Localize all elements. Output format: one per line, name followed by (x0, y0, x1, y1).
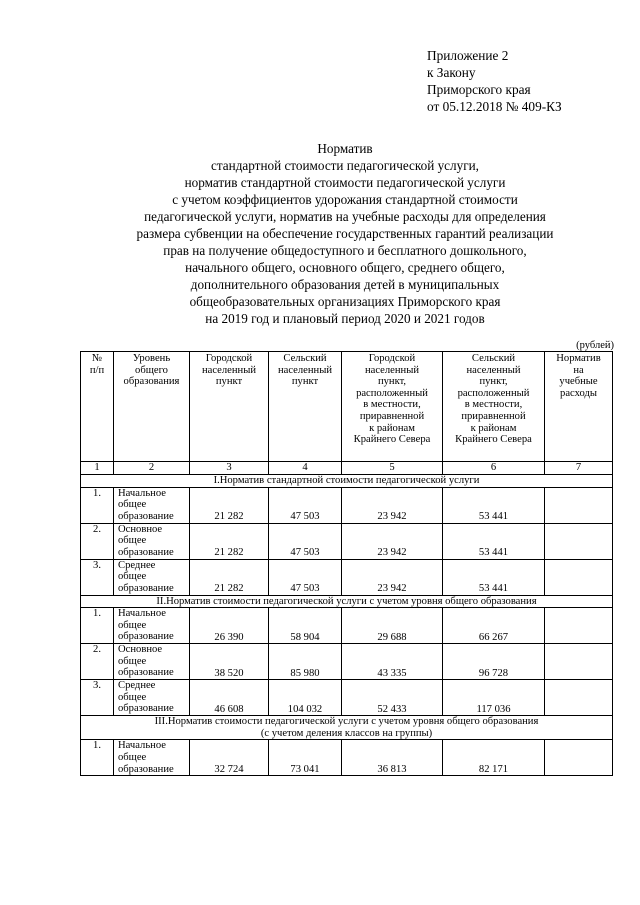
title-line: с учетом коэффициентов удорожания стандартной стоимости (172, 192, 518, 207)
value-study-expenses (545, 644, 613, 680)
appendix-line-1: Приложение 2 (427, 48, 509, 63)
value-rural: 47 503 (269, 559, 342, 595)
education-level: Основное общее образование (114, 644, 190, 680)
value-rural-north: 66 267 (443, 608, 545, 644)
title-line: общеобразовательных организациях Приморского края (189, 294, 501, 309)
appendix-line-4: от 05.12.2018 № 409-КЗ (427, 99, 562, 114)
table-row (81, 740, 613, 776)
table-row (81, 487, 613, 523)
value-study-expenses (545, 680, 613, 716)
appendix-line-2: к Закону (427, 65, 476, 80)
section-row (81, 595, 613, 608)
value-rural: 58 904 (269, 608, 342, 644)
education-level: Среднее общее образование (114, 680, 190, 716)
education-level: Основное общее образование (114, 523, 190, 559)
section-title: I.Норматив стандартной стоимости педагогической услуги (81, 475, 613, 488)
value-urban-north: 52 433 (342, 680, 443, 716)
value-rural-north: 53 441 (443, 487, 545, 523)
value-urban-north: 23 942 (342, 523, 443, 559)
value-urban-north: 36 813 (342, 740, 443, 776)
value-urban: 21 282 (190, 487, 269, 523)
value-study-expenses (545, 523, 613, 559)
normative-table (80, 351, 613, 776)
column-header: Сельский населенный пункт, расположенный в местности, приравненной к районам Крайнего Севера (443, 352, 545, 462)
table-row (81, 608, 613, 644)
column-number: 3 (190, 462, 269, 475)
value-urban-north: 23 942 (342, 559, 443, 595)
value-rural-north: 117 036 (443, 680, 545, 716)
column-header: № п/п (81, 352, 114, 462)
row-number: 1. (81, 487, 114, 523)
value-urban: 26 390 (190, 608, 269, 644)
column-header: Городской населенный пункт (190, 352, 269, 462)
value-rural-north: 53 441 (443, 559, 545, 595)
title-line: норматив стандартной стоимости педагогической услуги (184, 175, 506, 190)
education-level: Начальное общее образование (114, 608, 190, 644)
value-rural-north: 82 171 (443, 740, 545, 776)
title-line: педагогической услуги, норматив на учебные расходы для определения (144, 209, 546, 224)
column-number: 1 (81, 462, 114, 475)
value-study-expenses (545, 608, 613, 644)
section-row (81, 716, 613, 740)
title-line: прав на получение общедоступного и бесплатного дошкольного, (163, 243, 527, 258)
column-number: 5 (342, 462, 443, 475)
value-rural: 73 041 (269, 740, 342, 776)
value-study-expenses (545, 559, 613, 595)
row-number: 3. (81, 559, 114, 595)
table-row (81, 644, 613, 680)
column-header: Уровень общего образования (114, 352, 190, 462)
value-rural: 85 980 (269, 644, 342, 680)
value-urban-north: 29 688 (342, 608, 443, 644)
title-line: на 2019 год и плановый период 2020 и 2021 годов (205, 311, 485, 326)
column-number: 7 (545, 462, 613, 475)
value-urban: 21 282 (190, 559, 269, 595)
appendix-reference (427, 47, 562, 115)
section-title: III.Норматив стоимости педагогической услуги с учетом уровня общего образования (с учетом деления классов на группы) (81, 716, 613, 740)
row-number: 1. (81, 740, 114, 776)
column-number: 4 (269, 462, 342, 475)
value-urban: 46 608 (190, 680, 269, 716)
row-number: 1. (81, 608, 114, 644)
column-header: Сельский населенный пункт (269, 352, 342, 462)
column-header: Городской населенный пункт, расположенный в местности, приравненной к районам Крайнего Севера (342, 352, 443, 462)
table-header-row (81, 352, 613, 462)
section-title: II.Норматив стоимости педагогической услуги с учетом уровня общего образования (81, 595, 613, 608)
value-urban: 32 724 (190, 740, 269, 776)
column-number-row (81, 462, 613, 475)
value-study-expenses (545, 487, 613, 523)
appendix-line-3: Приморского края (427, 82, 531, 97)
title-line: Норматив (317, 141, 373, 156)
column-number: 6 (443, 462, 545, 475)
value-urban-north: 43 335 (342, 644, 443, 680)
education-level: Среднее общее образование (114, 559, 190, 595)
value-rural-north: 53 441 (443, 523, 545, 559)
units-label: (рублей) (576, 340, 614, 351)
value-urban: 38 520 (190, 644, 269, 680)
table-row (81, 523, 613, 559)
education-level: Начальное общее образование (114, 487, 190, 523)
title-line: стандартной стоимости педагогической услуги, (211, 158, 479, 173)
value-study-expenses (545, 740, 613, 776)
title-line: начального общего, основного общего, среднего общего, (185, 260, 505, 275)
title-line: размера субвенции на обеспечение государственных гарантий реализации (136, 226, 554, 241)
document-title (60, 140, 630, 327)
education-level: Начальное общее образование (114, 740, 190, 776)
value-urban: 21 282 (190, 523, 269, 559)
row-number: 2. (81, 523, 114, 559)
row-number: 2. (81, 644, 114, 680)
value-urban-north: 23 942 (342, 487, 443, 523)
value-rural: 47 503 (269, 523, 342, 559)
value-rural: 47 503 (269, 487, 342, 523)
table-row (81, 680, 613, 716)
value-rural-north: 96 728 (443, 644, 545, 680)
section-row (81, 475, 613, 488)
column-number: 2 (114, 462, 190, 475)
table-row (81, 559, 613, 595)
column-header: Норматив на учебные расходы (545, 352, 613, 462)
row-number: 3. (81, 680, 114, 716)
title-line: дополнительного образования детей в муниципальных (190, 277, 500, 292)
value-rural: 104 032 (269, 680, 342, 716)
